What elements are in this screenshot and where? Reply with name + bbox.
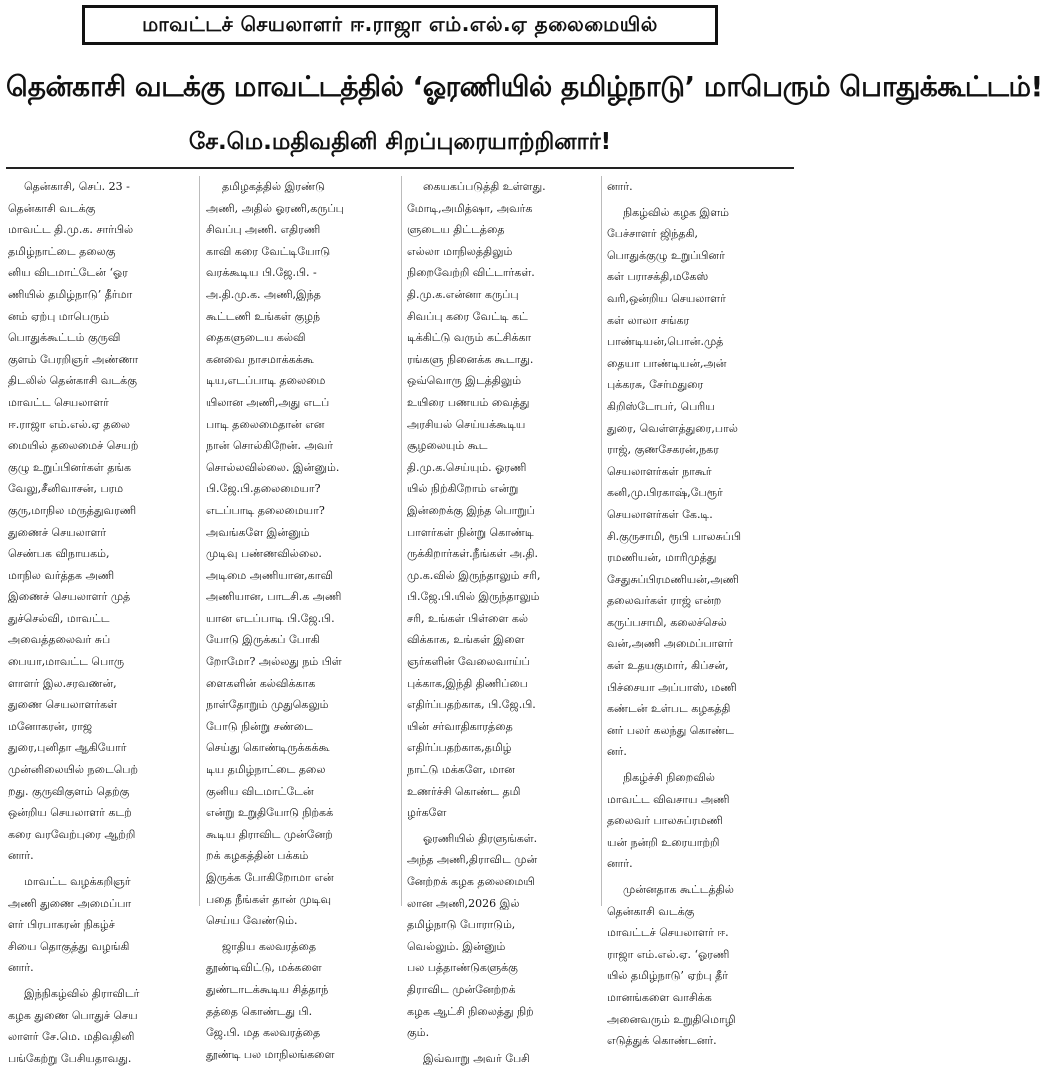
article-column-2 bbox=[206, 176, 396, 1061]
paragraph: ஓரணியில் திரளுங்கள். அந்த அணி,திராவிட முன் னேற்றக் கழக தலைமையி லான அணி,2026 இல் தமிழ்நாடு போராடும், வெல்லும். இன்னும் பல பத்தாண்டுகளுக்கு திராவிட முன்னேற்றக் கழக ஆட்சி நிலைத்து நிற் கும். bbox=[407, 831, 538, 1040]
paragraph: நிகழ்ச்சி நிறைவில் மாவட்ட விவசாய அணி தலைவர் பாலசுப்ரமணி யன் நன்றி உரையாற்றி னார். bbox=[607, 771, 730, 871]
paragraph: இவ்வாறு அவர் பேசி bbox=[423, 1051, 530, 1065]
article-column-1 bbox=[8, 176, 193, 1065]
paragraph: மாவட்ட வழக்கறிஞர் அணி துணை அமைப்பா ளர் பிரபாகரன் நிகழ்ச் சியை தொகுத்து வழங்கி னார். bbox=[8, 875, 132, 975]
paragraph: இந்நிகழ்வில் திராவிடர் கழக துணை பொதுச் செய லாளர் சே.மெ. மதிவதினி பங்கேற்று பேசியதாவது. bbox=[8, 986, 140, 1065]
subheadline: சே.மெ.மதிவதினி சிறப்புரையாற்றினார்! bbox=[188, 129, 612, 155]
paragraph: முன்னதாக கூட்டத்தில் தென்காசி வடக்கு மாவட்டச் செயலாளர் ஈ. ராஜா எம்.எல்.ஏ. ‘ஓரணி யில் தமிழ்நாடு’ ஏற்பு தீர் மானங்களை வாசிக்க அனைவரும் உறுதிமொழி எடுத்துக் கொண்டனர். bbox=[607, 883, 736, 1048]
article-column-3 bbox=[407, 176, 595, 1065]
column-separator bbox=[601, 176, 602, 906]
paragraph: தென்காசி, செப். 23 - தென்காசி வடக்கு மாவட்ட தி.மு.க. சார்பில் தமிழ்நாட்டை தலைகு னிய விடமாட்டேன் ‘ஓர ணியில் தமிழ்நாடு’ தீர்மா னம் ஏற்பு மாபெரும் பொதுக்கூட்டம் குருவி குளம் பேரறிஞர் அண்ணா திடலில் தென்காசி வடக்கு மாவட்ட செயலாளர் ஈ.ராஜா எம்.எல்.ஏ தலை மையில் தலைமைச் செயற் குழு உறுப்பினர்கள் தங்க வேலு,சீனிவாசன், பரம குரு,மாநில மருத்துவரணி துணைச் செயலாளர் செண்பக விநாயகம், மாநில வர்த்தக அணி இணைச் செயலாளர் முத் துச்செல்வி, மாவட்ட அவைத்தலைவர் சுப் பையா,மாவட்ட பொரு ளாளர் இல.சரவணன், துணை செயலாளர்கள் மனோகரன், ராஜ துரை,புனிதா ஆகியோர் முன்னிலையில் நடைபெற் றது. குருவிகுளம் தெற்கு ஒன்றிய செயலாளர் கடற் கரை வரவேற்புரை ஆற்றி னார். bbox=[8, 180, 139, 863]
article-column-4 bbox=[607, 176, 792, 1048]
paragraph: னார். bbox=[607, 180, 633, 193]
paragraph: கையகப்படுத்தி உள்ளது. மோடி,அமித்ஷா, அவர்க ளுடைய திட்டத்தை எல்லா மாநிலத்திலும் நிறைவேற்றி விட்டார்கள். தி.மு.க.என்னா கருப்பு சிவப்பு கரை வேட்டி கட் டிக்கிட்டு வரும் கட்சிக்கா ரங்களு நினைக்க கூடாது. ஒவ்வொரு இடத்திலும் உயிரை பணயம் வைத்து அரசியல் செய்யக்கூடிய சூழலையும் கூட தி.மு.க.செய்யும். ஓரணி யில் நிற்கிறோம் என்று இன்றைக்கு இந்த பொறுப் பாளர்கள் நின்று கொண்டி ருக்கிறார்கள்.நீங்கள் அ.தி. மு.க.வில் இருந்தாலும் சரி, பி.ஜே.பி.யில் இருந்தாலும் சரி, உங்கள் பிள்ளை கல் விக்காக, உங்கள் இளை ஞர்களின் வேலைவாய்ப் புக்காக,இந்தி திணிப்பை எதிர்ப்பதற்காக, பி.ஜே.பி. யின் சர்வாதிகாரத்தை எதிர்ப்பதற்காக,தமிழ் நாட்டு மக்களே, மான உணர்ச்சி கொண்ட தமி ழர்களே bbox=[407, 180, 546, 820]
paragraph: தமிழகத்தில் இரண்டு அணி, அதில் ஓரணி,கருப்பு சிவப்பு அணி. எதிரணி காவி கரை வேட்டியோடு வரக்கூடிய பி.ஜே.பி. - அ.தி.மு.க. அணி,இந்த கூட்டணி உங்கள் குழந் தைகளுடைய கல்வி கனவை நாசமாக்கக்கூ டிய,எடப்பாடி தலைமை யிலான அணி,அது எடப் பாடி தலைமைதான் என நான் சொல்கிறேன். அவர் சொல்லவில்லை. இன்னும். பி.ஜே.பி.தலைமையா? எடப்பாடி தலைமையா? அவங்களே இன்னும் முடிவு பண்ணவில்லை. அடிமை அணியான,காவி அணியான, பாடசி.க அணி யான எடப்பாடி பி.ஜே.பி. யோடு இருக்கப் போகி றோமோ? அல்லது நம் பிள் ளைகளின் கல்விக்காக நாள்தோறும் முதுகெலும் போடு நின்று சண்டை செய்து கொண்டிருக்கக்கூ டிய தமிழ்நாட்டை தலை குனிய விடமாட்டேன் என்று உறுதியோடு நிற்கக் கூடிய திராவிட முன்னேற் றக் கழகத்தின் பக்கம் இருக்க போகிறோமா என் பதை நீங்கள் தான் முடிவு செய்ய வேண்டும். bbox=[206, 180, 344, 928]
divider-rule bbox=[6, 167, 794, 169]
paragraph: நிகழ்வில் கழக இளம் பேச்சாளர் ஜிந்தகி, பொதுக்குழு உறுப்பினர் கள் பராசக்தி,மகேஸ் வரி,ஒன்றிய செயலாளர் கள் லாலா சங்கர பாண்டியன்,பொன்.முத் தையா பாண்டியன்,அன் புக்கரசு, சேர்மதுரை கிறிஸ்டோபர், பெரிய துரை, வெள்ளத்துரை,பால் ராஜ், குணசேகரன்,நகர செயலாளர்கள் நாகூர் கனி,மு.பிரகாஷ்,பேரூர் செயலாளர்கள் கே.டி. சி.குருசாமி, ரூபி பாலசுப்பி ரமணியன், மாரிமுத்து சேதுசுப்பிரமணியன்,அணி தலைவர்கள் ராஜ் என்ற கருப்பசாமி, கலைச்செல் வன்,அணி அமைப்பாளர் கள் உதயகுமார், கிப்சன், பிச்சையா அப்பாஸ், மணி கண்டன் உள்பட கழகத்தி னர் பலர் கலந்து கொண்ட னர். bbox=[607, 205, 741, 759]
column-separator bbox=[401, 176, 402, 906]
kicker-box: மாவட்டச் செயலாளர் ஈ.ராஜா எம்.எல்.ஏ தலைமையில் bbox=[82, 5, 718, 45]
headline: தென்காசி வடக்கு மாவட்டத்தில் ‘ஓரணியில் தமிழ்நாடு’ மாபெரும் பொதுக்கூட்டம்! bbox=[6, 70, 1043, 103]
paragraph: ஜாதிய கலவரத்தை தூண்டிவிட்டு, மக்களை துண்டாடக்கூடிய சித்தாந் தத்தை கொண்டது பி. ஜே.பி. மத கலவரத்தை தூண்டி பல மாநிலங்களை bbox=[206, 939, 335, 1061]
column-separator bbox=[199, 176, 200, 906]
